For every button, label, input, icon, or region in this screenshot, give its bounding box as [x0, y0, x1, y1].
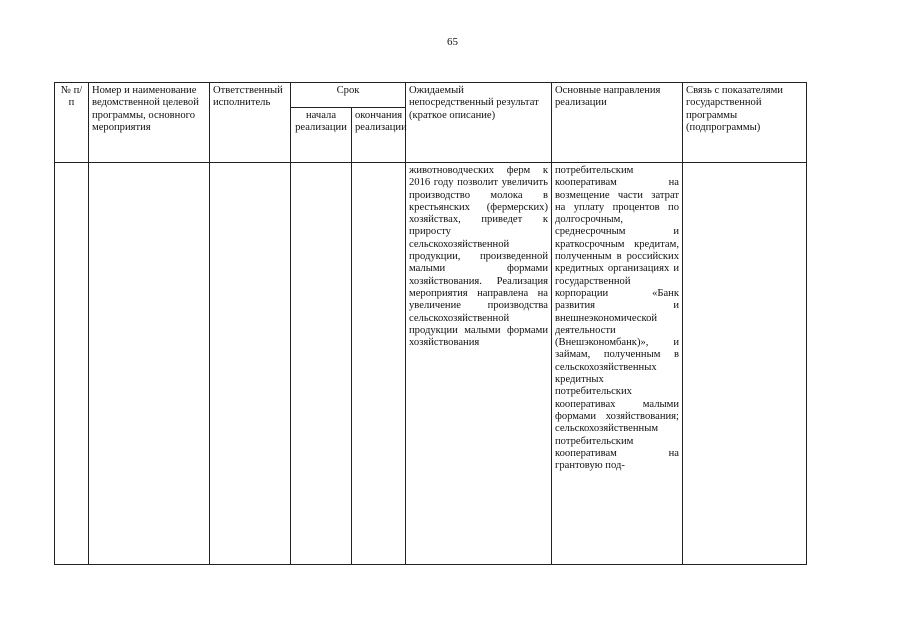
- program-activities-table: [54, 82, 807, 565]
- header-directions: Основные направления реализации: [552, 83, 683, 163]
- header-link: Связь с показателями государственной программы (подпрограммы): [683, 83, 807, 163]
- header-result: Ожидаемый непосредственный результат (краткое описание): [406, 83, 552, 163]
- table-row: [55, 163, 807, 565]
- page-number: 65: [447, 36, 458, 48]
- header-responsible: Ответственный исполнитель: [210, 83, 291, 163]
- cell-term-end: [352, 163, 406, 565]
- cell-term-start: [291, 163, 352, 565]
- cell-responsible: [210, 163, 291, 565]
- header-program: Номер и наименование ведомственной целевой программы, основного мероприятия: [89, 83, 210, 163]
- cell-program: [89, 163, 210, 565]
- cell-link: [683, 163, 807, 565]
- header-term-end: окончания реализации: [352, 108, 406, 163]
- header-term-start: начала реализации: [291, 108, 352, 163]
- cell-result: животноводческих ферм к 2016 году позволит увеличить производство молока в крестьянских (фермерских) хозяйствах, приведет к приросту сельскохозяйственной продукции, произведенной малыми формами хозяйствования. Реализация мероприятия направлена на увеличение производства сельскохозяйственной продукции малыми формами хозяйствования: [406, 163, 552, 565]
- header-term: Срок: [291, 83, 406, 108]
- header-num: № п/п: [55, 83, 89, 163]
- cell-directions: потребительским кооперативам на возмещение части затрат на уплату процентов по долгосрочным, среднесрочным и краткосрочным кредитам, полученным в российских кредитных организациях и государственной корпорации «Банк развития и внешнеэкономической деятельности (Внешэкономбанк)», и займам, полученным в сельскохозяйственных кредитных потребительских кооперативах малыми формами хозяйствования; сельскохозяйственным потребительским кооперативам на грантовую под-: [552, 163, 683, 565]
- cell-num: [55, 163, 89, 565]
